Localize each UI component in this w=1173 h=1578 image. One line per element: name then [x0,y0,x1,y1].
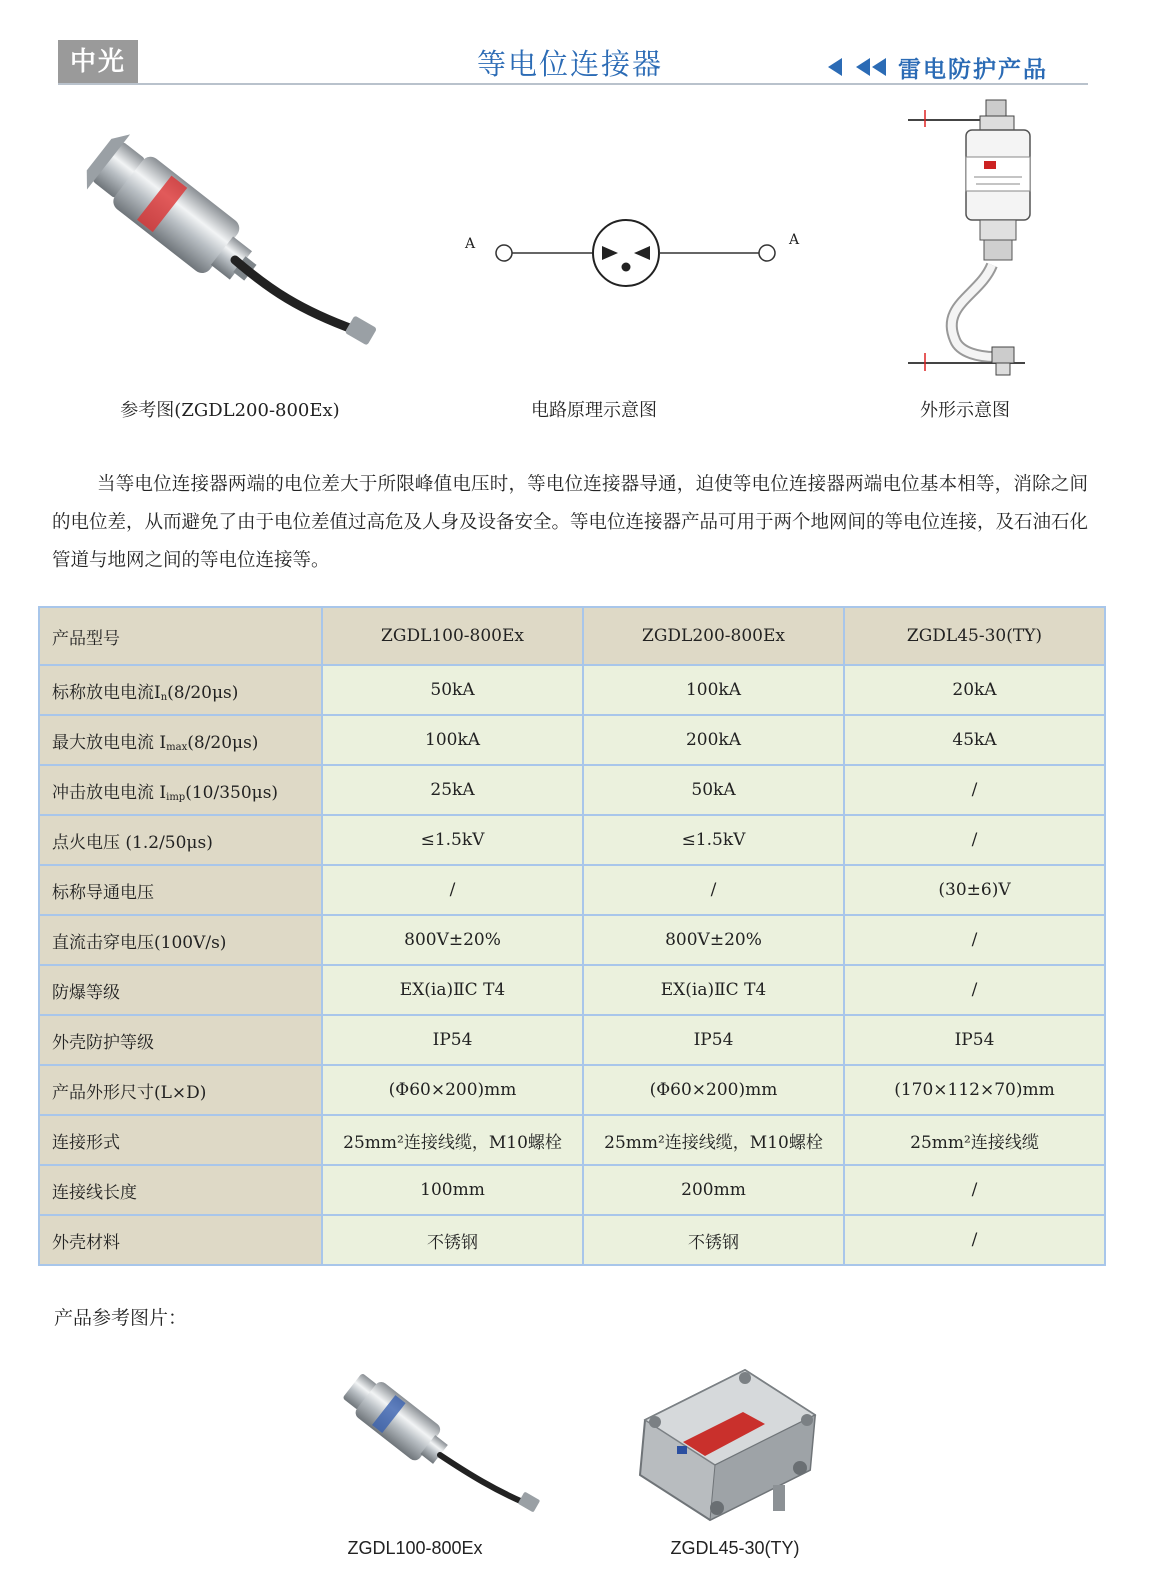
row-value: 45kA [844,715,1105,765]
row-value: IP54 [844,1015,1105,1065]
header-divider [58,83,1088,85]
row-value: 200kA [583,715,844,765]
row-value: (Φ60×200)mm [583,1065,844,1115]
header-model-3: ZGDL45-30(TY) [844,607,1105,665]
circuit-label-left: A [464,236,476,252]
row-value: / [844,915,1105,965]
product-photo-cylinder [70,130,390,360]
row-label: 连接形式 [39,1115,322,1165]
row-value: 25kA [322,765,583,815]
row-value: 20kA [844,665,1105,715]
table-row [39,815,1105,865]
photo-caption-1: ZGDL100-800Ex [347,1538,483,1558]
row-value: 200mm [583,1165,844,1215]
row-label: 最大放电电流 $I_{max}(8/20\mu s)$ [39,715,322,765]
double-arrow-left-icon [856,58,870,76]
row-value: 不锈钢 [322,1215,583,1265]
table-row [39,1215,1105,1265]
photo-zgdl45 [625,1360,825,1525]
brand-logo: 中光 [58,40,138,84]
category-text: 雷电防护产品 [898,56,1048,83]
row-label: 连接线长度 [39,1165,322,1215]
row-label: 外壳材料 [39,1215,322,1265]
row-value: / [844,765,1105,815]
table-row [39,1015,1105,1065]
category-label [828,50,1048,84]
table-row [39,915,1105,965]
table-row [39,1115,1105,1165]
row-value: (Φ60×200)mm [322,1065,583,1115]
row-value: (170×112×70)mm [844,1065,1105,1115]
row-value: 100kA [322,715,583,765]
row-label: 外壳防护等级 [39,1015,322,1065]
row-value: 50kA [583,765,844,815]
ref-image-caption: 参考图(ZGDL200-800Ex) [120,400,340,421]
photos-label: 产品参考图片： [54,1307,188,1329]
row-value: 100mm [322,1165,583,1215]
circuit-caption: 电路原理示意图 [531,400,657,421]
outline-drawing [900,95,1040,380]
row-value: / [844,1165,1105,1215]
table-row [39,765,1105,815]
double-arrow-left-icon-2 [872,58,886,76]
row-label: 标称导通电压 [39,865,322,915]
page-title: 等电位连接器 [476,47,663,81]
row-value: 800V±20% [322,915,583,965]
outline-caption: 外形示意图 [920,400,1010,421]
circuit-diagram [460,212,800,296]
header-model-1: ZGDL100-800Ex [322,607,583,665]
row-value: EX(ia)ⅡC T4 [583,965,844,1015]
row-value: 800V±20% [583,915,844,965]
row-value: / [844,965,1105,1015]
arrow-left-icon [828,58,842,76]
product-description: 当等电位连接器两端的电位差大于所限峰值电压时，等电位连接器导通，迫使等电位连接器两端电位基本相等，消除之间的电位差，从而避免了由于电位差值过高危及人身及设备安全。等电位连接器产品可用于两个地网间的等电位连接，及石油石化管道与地网之间的等电位连接等。 [52,474,1089,571]
table-row [39,865,1105,915]
row-label: 防爆等级 [39,965,322,1015]
row-value: 100kA [583,665,844,715]
table-row [39,965,1105,1015]
table-row [39,1065,1105,1115]
row-label: 冲击放电电流 $I_{imp}(10/350\mu s)$ [39,765,322,815]
row-value: 25mm²连接线缆，M10螺栓 [322,1115,583,1165]
row-value: ≤1.5kV [322,815,583,865]
row-value: / [844,1215,1105,1265]
row-label: 标称放电电流$I_n(8/20\mu s)$ [39,665,322,715]
photo-zgdl100 [330,1365,550,1525]
table-row [39,715,1105,765]
row-value: IP54 [583,1015,844,1065]
row-value: 不锈钢 [583,1215,844,1265]
circuit-label-right: A [788,232,800,248]
row-value: 50kA [322,665,583,715]
row-value: ≤1.5kV [583,815,844,865]
row-label: 产品外形尺寸(L×D) [39,1065,322,1115]
row-value: / [583,865,844,915]
row-value: EX(ia)ⅡC T4 [322,965,583,1015]
row-value: / [844,815,1105,865]
row-value: / [322,865,583,915]
spec-table [38,606,1106,1266]
row-value: 25mm²连接线缆，M10螺栓 [583,1115,844,1165]
photo-caption-2: ZGDL45-30(TY) [670,1538,800,1558]
table-row [39,1165,1105,1215]
row-value: (30±6)V [844,865,1105,915]
table-row [39,665,1105,715]
header-label: 产品型号 [39,607,322,665]
row-label: 直流击穿电压(100V/s) [39,915,322,965]
row-value: IP54 [322,1015,583,1065]
row-value: 25mm²连接线缆 [844,1115,1105,1165]
header-model-2: ZGDL200-800Ex [583,607,844,665]
row-label: 点火电压 (1.2/50μs) [39,815,322,865]
table-header-row [39,607,1105,665]
